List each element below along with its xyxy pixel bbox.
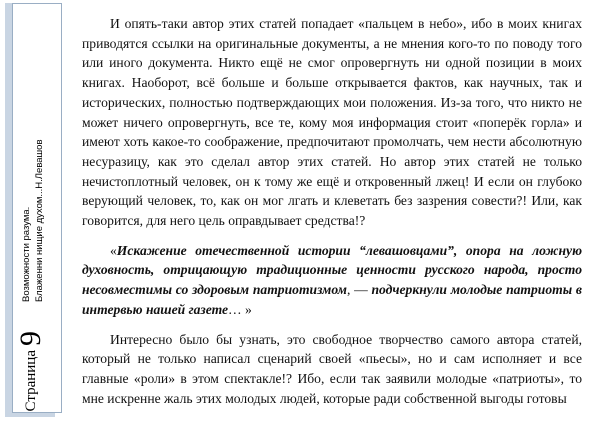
- page-number: 9: [14, 330, 47, 346]
- quote-open-mark: «: [110, 242, 117, 258]
- book-title-line-2: Блаженни нищие духом...Н.Левашов: [34, 139, 45, 302]
- page-body: [82, 14, 582, 408]
- quote-text-1: Искажение отечественной истории “левашовцами”, опора на ложную духовность, отрицающую традиционные ценности русского народа, просто несовместимы со здоровым патриотизмом: [82, 242, 582, 298]
- quote-separator: , —: [346, 282, 372, 298]
- book-title-block: [20, 72, 46, 302]
- paragraph-1: И опять-таки автор этих статей попадает «пальцем в небо», ибо в моих книгах приводятся ссылки на оригинальные документы, а не мнения кого-то по поводу того или иного документа. Никто ещё не смог опровергнуть ни одной позиции в моих книгах. Наоборот, всё больше и больше открывается фактов, как научных, так и исторических, полностью подтверждающих мои положения. Из-за того, что никто не может ничего опровергнуть, все те, кому моя информация стоит «поперёк горла» и имеют хоть какое-то соображение, предпочитают промолчать, чем нести абсолютную несуразицу, как это сделал автор этих статей. Но автор этих статей не только нечистоплотный человек, он к тому же ещё и откровенный лжец! И если он глубоко верующий человек, то, как он мог лгать и клеветать без зазрения совести?! Или, как говорится, для него цель оправдывает средства!?: [82, 16, 582, 229]
- page-word: Страница: [23, 349, 39, 411]
- quote-paragraph: [82, 241, 582, 320]
- page-sidebar: [0, 0, 76, 423]
- paragraph-3: Интересно было бы узнать, это свободное творчество самого автора статей, который не только написал сценарий своей «пьесы», но и сам исполняет и все главные «роли» в этом спектакле!? Ибо, если так заявили молодые «патриоты», то мне искренне жаль этих молодых людей, которые ради собственной выгоды готовы: [82, 331, 582, 406]
- quote-close-mark: … »: [228, 301, 252, 317]
- page-number-label: [14, 330, 47, 411]
- quote-text-2: подчеркнули молодые патриоты в интервью нашей газете: [82, 282, 582, 317]
- book-title-line-1: Возможности разума.: [21, 206, 32, 302]
